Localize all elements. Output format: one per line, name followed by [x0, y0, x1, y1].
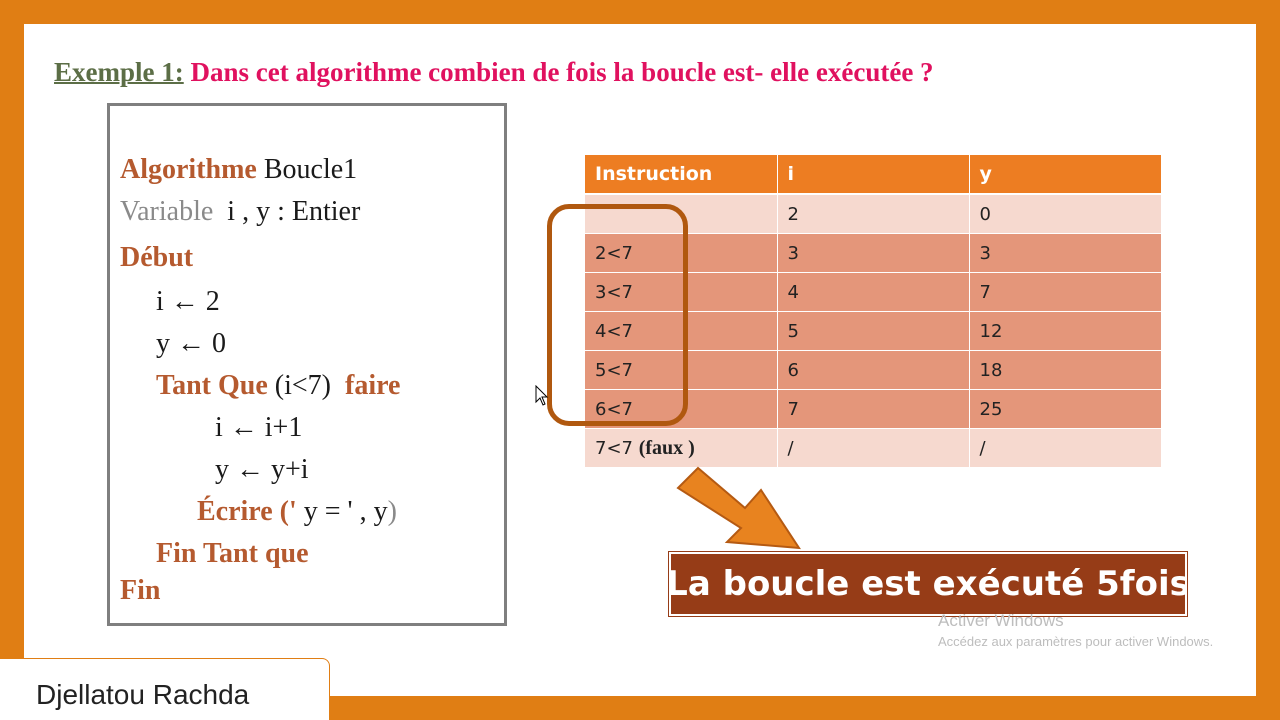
- algo-line-i-inc: i ← i+1: [215, 412, 303, 443]
- activation-watermark: [938, 611, 1213, 651]
- algo-line-y-init: y ← 0: [156, 328, 226, 359]
- cell-i: 6: [777, 351, 969, 390]
- header-y: y: [969, 155, 1161, 194]
- ecrire-close: ): [387, 496, 397, 527]
- algo-line-i-init: i ← 2: [156, 286, 220, 317]
- cell-y: 18: [969, 351, 1161, 390]
- result-banner: La boucle est exécuté 5fois: [669, 552, 1187, 616]
- keyword-faire: faire: [345, 370, 401, 401]
- cell-y: 0: [969, 194, 1161, 234]
- loop-condition: (i<7): [267, 370, 345, 401]
- header-i: i: [777, 155, 969, 194]
- keyword-debut: Début: [120, 242, 194, 273]
- keyword-variable: Variable: [120, 196, 214, 227]
- algo-line-tantque: [156, 370, 400, 402]
- trace-header-row: [585, 155, 1161, 194]
- cell-instruction: 5<7: [585, 351, 777, 390]
- watermark-title: Activer Windows: [938, 611, 1064, 630]
- cell-y: 7: [969, 273, 1161, 312]
- author-name: Djellatou Rachda: [36, 679, 250, 710]
- cell-instruction: 6<7: [585, 390, 777, 429]
- loop-highlight-frame: [547, 204, 688, 426]
- algo-line-variable: [120, 196, 360, 228]
- keyword-ecrire: Écrire (': [197, 496, 297, 527]
- question-text: Dans cet algorithme combien de fois la boucle est- elle exécutée ?: [183, 57, 934, 87]
- algo-line-fin-tantque: [156, 538, 309, 570]
- example-label: Exemple 1:: [54, 57, 184, 87]
- cell-i: 2: [777, 194, 969, 234]
- algorithm-name: Boucle1: [256, 154, 358, 185]
- cell-i: 4: [777, 273, 969, 312]
- cell-y: 25: [969, 390, 1161, 429]
- cell-i: 5: [777, 312, 969, 351]
- algo-line-header: [120, 154, 357, 186]
- header-instruction: Instruction: [585, 155, 777, 194]
- cell-i: 3: [777, 234, 969, 273]
- cell-instruction: 4<7: [585, 312, 777, 351]
- variable-declaration: i , y : Entier: [213, 196, 361, 227]
- arrow-down-right-icon: [675, 460, 805, 552]
- cell-instruction-text: 7<7: [595, 437, 639, 459]
- keyword-fin-tant-que: Fin Tant que: [156, 538, 309, 569]
- ecrire-arguments: y = ' , y: [296, 496, 388, 527]
- cell-instruction: 2<7: [585, 234, 777, 273]
- cell-instruction: 3<7: [585, 273, 777, 312]
- algo-line-fin: [120, 575, 160, 607]
- mouse-cursor-icon: [535, 385, 549, 407]
- trace-row-last: [585, 429, 1161, 468]
- keyword-tant-que: Tant Que: [156, 370, 268, 401]
- cell-y: 3: [969, 234, 1161, 273]
- cell-y: /: [969, 429, 1161, 468]
- cell-y: 12: [969, 312, 1161, 351]
- faux-label: (faux ): [638, 436, 695, 459]
- algo-line-ecrire: [197, 496, 397, 528]
- keyword-fin: Fin: [120, 575, 161, 606]
- algorithm-box: [107, 103, 507, 626]
- cell-i: 7: [777, 390, 969, 429]
- keyword-algorithme: Algorithme: [120, 154, 257, 185]
- slide-title: [54, 54, 934, 90]
- watermark-subtitle: Accédez aux paramètres pour activer Windows.: [938, 634, 1214, 649]
- algo-line-y-add: y ← y+i: [215, 454, 309, 485]
- algo-line-debut: [120, 242, 193, 274]
- author-box: [0, 658, 330, 720]
- cell-i: /: [777, 429, 969, 468]
